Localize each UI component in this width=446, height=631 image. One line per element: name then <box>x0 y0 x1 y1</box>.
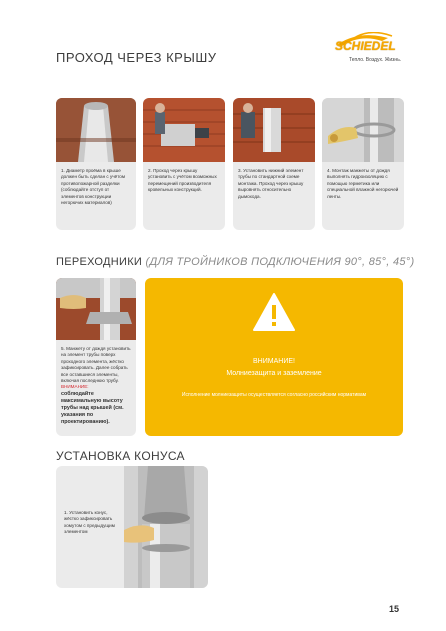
step-photo-1 <box>56 98 136 162</box>
adapters-title: ПЕРЕХОДНИКИ <box>56 256 143 268</box>
page-number: 15 <box>389 604 400 614</box>
step5-text: 5. Манжету от дождя установить на элемент трубы поверх проходного элемента, жёстко зафиксировать. Далее собрать все оставшиеся элементы, включая последнюю трубу. <box>61 346 131 384</box>
lightning-warning-box <box>145 278 403 436</box>
warning-title: ВНИМАНИЕ! <box>253 358 295 365</box>
warning-text: Исполнение молниезащиты осуществляется согласно российским нормативам <box>181 392 367 398</box>
step-caption-3: 3. Установить нижний элемент трубы по стандартной схеме монтажа. Проход через крышу выровнять относительно дымохода. <box>238 168 304 199</box>
step-caption-4: 4. Монтаж манжеты от дождя выполнять гидроизоляцию с помощью герметика или специальной влажной негорючей ленты. <box>327 168 399 199</box>
step5-warning-label: ВНИМАНИЕ: <box>61 384 89 390</box>
step-caption-5 <box>61 346 133 426</box>
step-photo-5 <box>56 278 136 340</box>
step-card-3 <box>233 98 315 230</box>
adapters-subtitle: (ДЛЯ ТРОЙНИКОВ ПОДКЛЮЧЕНИЯ 90°, 85°, 45°) <box>145 256 415 268</box>
step5-warning-text: соблюдайте максимальную высоту трубы над крышей (см. указания по проектированию). <box>61 390 124 425</box>
step-photo-4 <box>322 98 404 162</box>
logo-tagline: Тепло. Воздух. Жизнь. <box>349 57 402 63</box>
step-card-4 <box>322 98 404 230</box>
step-caption-1: 1. Диаметр проёма в крыше должен быть сделан с учётом противопожарной разделки (соблюдайте отступ от элементов конструкции негорючих материалов) <box>61 168 125 206</box>
step-card-1 <box>56 98 136 230</box>
cone-heading: УСТАНОВКА КОНУСА <box>56 449 185 463</box>
step-card-2 <box>143 98 225 230</box>
logo-wordmark: SCHIEDEL <box>335 39 396 53</box>
page-title: ПРОХОД ЧЕРЕЗ КРЫШУ <box>56 50 217 65</box>
step-photo-3 <box>233 98 315 162</box>
warning-triangle-icon <box>252 292 296 332</box>
step-photo-2 <box>143 98 225 162</box>
warning-subtitle: Молниезащита и заземление <box>226 370 322 377</box>
adapters-heading <box>56 256 414 268</box>
step-card-5 <box>56 278 136 436</box>
cone-step-card <box>56 466 208 588</box>
cone-step-caption: 1. Установить конус, жёстко зафиксировать хомутом с предыдущим элементом <box>64 510 115 535</box>
step-caption-2: 2. Проход через крышу установить с учётом возможных перемещений производителя кровельных конструкций. <box>148 168 217 193</box>
cone-photo <box>124 466 208 588</box>
